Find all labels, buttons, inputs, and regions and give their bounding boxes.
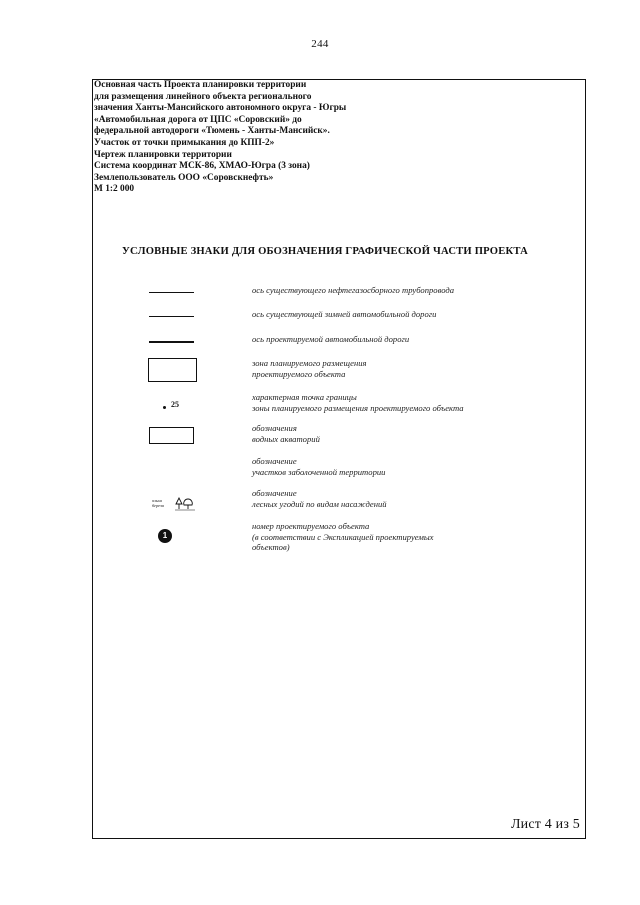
legend-row-water <box>92 423 586 453</box>
title-block <box>94 80 394 196</box>
title-line: Система координат МСК-86, ХМАО-Югра (3 зона) <box>94 161 310 172</box>
tree-icon <box>174 494 196 512</box>
object-number-symbol <box>92 521 242 551</box>
title-line: М 1:2 000 <box>94 184 135 195</box>
title-line: Основная часть Проекта планировки территории <box>94 80 307 90</box>
forest-symbol <box>92 488 242 518</box>
planned-zone-rect-symbol <box>92 358 242 388</box>
title-line: для размещения линейного объекта регионального <box>94 91 312 102</box>
legend-desc: характерная точка границы зоны планируемого размещения проектируемого объекта <box>252 392 464 413</box>
legend-row-boundary-point <box>92 392 586 422</box>
legend-desc: ось проектируемой автомобильной дороги <box>252 334 410 344</box>
title-line: Участок от точки примыкания до КПП-2» <box>94 137 275 148</box>
legend-desc: ось существующей зимней автомобильной дороги <box>252 309 437 319</box>
title-line: Чертеж планировки территории <box>94 149 232 160</box>
sheet-label: Лист 4 из 5 <box>510 817 580 832</box>
legend-row-forest <box>92 488 586 518</box>
legend-desc: обозначение лесных угодий по видам насаждений <box>252 488 387 509</box>
point-number: 25 <box>171 400 179 409</box>
legend-row-planned-zone <box>92 358 586 388</box>
swamp-symbol <box>92 456 242 486</box>
legend-row-object-number <box>92 521 586 551</box>
water-area-symbol <box>92 423 242 453</box>
title-line: Землепользователь ООО «Соровскнефть» <box>94 172 274 183</box>
legend-desc: номер проектируемого объекта (в соответствии с Экспликацией проектируемых объектов) <box>252 521 434 553</box>
legend-desc: ось существующего нефтегазосборного трубопровода <box>252 285 455 295</box>
legend-title: УСЛОВНЫЕ ЗНАКИ ДЛЯ ОБОЗНАЧЕНИЯ ГРАФИЧЕСКОЙ ЧАСТИ ПРОЕКТА <box>122 246 528 257</box>
forest-label-birch: береза <box>152 503 164 508</box>
legend-desc: обозначения водных акваторий <box>252 423 320 444</box>
boundary-point-symbol <box>92 392 242 422</box>
legend-row-swamp <box>92 456 586 486</box>
title-line: федеральной автодороги «Тюмень - Ханты-Мансийск». <box>94 126 330 137</box>
numbered-circle-icon: 1 <box>158 529 172 543</box>
page-number: 244 <box>311 38 329 50</box>
legend-desc: обозначение участков заболоченной территории <box>252 456 386 477</box>
title-line: значения Ханты-Мансийского автономного округа - Югры <box>94 103 347 114</box>
title-line: «Автомобильная дорога от ЦПС «Соровский» до <box>94 114 302 125</box>
forest-label-alder: ольха <box>152 498 162 503</box>
legend-desc: зона планируемого размещения проектируемого объекта <box>252 358 367 379</box>
point-dot-icon <box>163 406 166 409</box>
